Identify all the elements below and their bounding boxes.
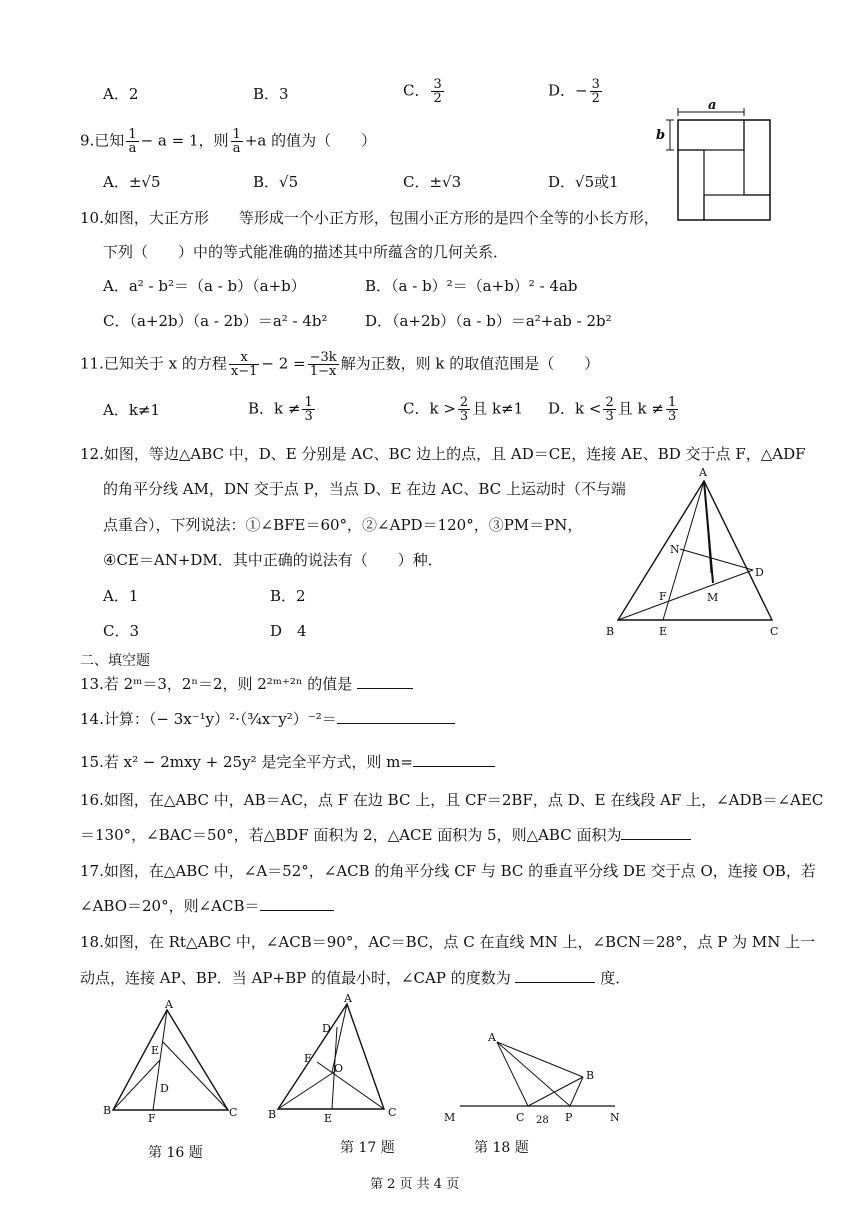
f18-label-angle: 28 xyxy=(536,1115,549,1126)
f16-label-b: B xyxy=(103,1104,112,1117)
q12-label-a: A xyxy=(699,466,707,479)
q17-line2: ∠ABO＝20°，则∠ACB＝ xyxy=(80,896,334,916)
q12-line3: 点重合），下列说法：①∠BFE＝60°，②∠APD＝120°，③PM＝PN， xyxy=(103,516,583,534)
q11-option-c: C．k > $\frac{2}{3}$ 且 k≠1 xyxy=(403,395,524,424)
q18-answer-blank[interactable] xyxy=(515,968,595,983)
q15-answer-blank[interactable] xyxy=(413,752,495,767)
q12-option-d: D 4 xyxy=(270,622,307,640)
q12-label-e: E xyxy=(659,625,668,638)
page-footer: 第 2 页 共 4 页 xyxy=(370,1177,460,1192)
q17-answer-blank[interactable] xyxy=(260,896,334,911)
f18-label-m: M xyxy=(444,1111,456,1124)
q8-option-c: C． $\frac{3}{2}$ xyxy=(403,77,442,106)
q10-figure xyxy=(650,98,775,224)
q9-option-d: D．√5或1 xyxy=(548,173,619,191)
q12-label-d: D xyxy=(755,566,764,579)
q16-line1: 16.如图，在△ABC 中，AB＝AC，点 F 在边 BC 上，且 CF＝2BF，点 D、E 在线段 AF 上，∠ADB＝∠AEC xyxy=(80,791,824,809)
q16-answer-blank[interactable] xyxy=(621,825,691,840)
q12-option-c: C．3 xyxy=(103,622,140,640)
f16-label-e: E xyxy=(151,1044,160,1057)
f17-label-d: D xyxy=(322,1022,331,1035)
f18-label-b: B xyxy=(586,1069,595,1082)
q17-line1: 17.如图，在△ABC 中，∠A＝52°，∠ACB 的角平分线 CF 与 BC 的垂直平分线 DE 交于点 O，连接 OB，若 xyxy=(80,862,816,880)
q14-answer-blank[interactable] xyxy=(337,709,455,724)
f16-label-a: A xyxy=(165,998,173,1011)
f18-label-n: N xyxy=(610,1111,620,1124)
f18-label-p: P xyxy=(565,1111,573,1124)
q10-line1: 10.如图，大正方形 等形成一个小正方形，包围小正方形的是四个全等的小长方形， xyxy=(80,209,659,227)
q18-line1: 18.如图，在 Rt△ABC 中，∠ACB＝90°，AC＝BC，点 C 在直线 MN 上，∠BCN＝28°，点 P 为 MN 上一 xyxy=(80,933,816,951)
q12-figure xyxy=(600,463,790,643)
q10-option-b: B．（a - b）²＝（a+b）² - 4ab xyxy=(365,277,578,295)
f17-label-c: C xyxy=(388,1106,397,1119)
figure-16 xyxy=(95,998,255,1123)
q11-option-b: B．k ≠ $\frac{1}{3}$ xyxy=(248,395,313,424)
q13: 13.若 2ᵐ＝3，2ⁿ＝2，则 2²ᵐ⁺²ⁿ 的值是 xyxy=(80,674,413,694)
f18-label-a: A xyxy=(488,1031,496,1044)
q8-option-a: A．2 xyxy=(103,85,139,103)
q15: 15.若 x² − 2mxy + 25y² 是完全平方式，则 m= xyxy=(80,752,495,772)
figure-17 xyxy=(262,992,412,1127)
q8-option-d: D．− $\frac{3}{2}$ xyxy=(548,77,600,106)
figure-18 xyxy=(440,1025,635,1130)
q12-label-c: C xyxy=(770,625,779,638)
q12-option-a: A．1 xyxy=(103,587,139,605)
q9-stem: 9.已知 $\frac{1}{a}$ − a = 1，则 $\frac{1}{a}$ +a 的值为（ ） xyxy=(80,127,377,156)
q10-line2: 下列（ ）中的等式能准确的描述其中所蕴含的几何关系． xyxy=(103,243,509,261)
q10-option-c: C．（a+2b）（a - 2b）＝a² - 4b² xyxy=(103,312,328,330)
f16-label-c: C xyxy=(229,1106,238,1119)
q11-option-d: D．k < $\frac{2}{3}$ 且 k ≠ $\frac{1}{3}$ xyxy=(548,395,677,424)
q18-line2: 动点，连接 AP、BP．当 AP+BP 的值最小时，∠CAP 的度数为 度． xyxy=(80,969,631,987)
q12-line1: 12.如图，等边△ABC 中，D、E 分别是 AC、BC 边上的点，且 AD＝CE，连接 AE、BD 交于点 F，△ADF xyxy=(80,445,806,463)
q12-line4: ④CE＝AN+DM．其中正确的说法有（ ）种． xyxy=(103,551,443,569)
q12-label-b: B xyxy=(606,625,615,638)
q10-option-a: A．a² - b²＝（a - b）（a+b） xyxy=(103,277,306,295)
f17-label-e: E xyxy=(324,1112,333,1125)
f18-label-c: C xyxy=(516,1111,525,1124)
f17-label-a: A xyxy=(344,992,352,1005)
q8-option-b: B．3 xyxy=(253,85,289,103)
q9-option-a: A．±√5 xyxy=(103,173,161,191)
figure-16-caption: 第 16 题 xyxy=(148,1145,203,1161)
q13-answer-blank[interactable] xyxy=(357,674,413,689)
q12-label-m: M xyxy=(707,591,719,604)
q12-line2: 的角平分线 AM，DN 交于点 P，当点 D、E 在边 AC、BC 上运动时（不与端 xyxy=(103,480,626,498)
f17-label-b: B xyxy=(268,1108,277,1121)
f17-label-f: F xyxy=(304,1052,312,1065)
f17-label-o: O xyxy=(334,1062,344,1075)
f16-label-d: D xyxy=(160,1082,169,1095)
q16-line2: ＝130°，∠BAC＝50°，若△BDF 面积为 2，△ACE 面积为 5，则△ABC 面积为 xyxy=(80,825,691,845)
q10-option-d: D．（a+2b）（a - b）＝a²+ab - 2b² xyxy=(365,312,612,330)
q9-option-b: B．√5 xyxy=(253,173,299,191)
q12-label-f: F xyxy=(659,590,667,603)
section-fill-in: 二、填空题 xyxy=(80,653,150,669)
f16-label-f: F xyxy=(148,1112,156,1123)
q12-label-n: N xyxy=(670,543,680,556)
q11-option-a: A．k≠1 xyxy=(103,401,161,419)
figure-17-caption: 第 17 题 xyxy=(340,1140,395,1156)
q10-label-b: b xyxy=(656,128,666,143)
q9-option-c: C．±√3 xyxy=(403,173,462,191)
q11-stem: 11.已知关于 x 的方程 $\frac{x}{x-1}$ − 2 = $\frac{-3k}{1-x}$ 解为正数，则 k 的取值范围是（ ） xyxy=(80,350,600,379)
figure-18-caption: 第 18 题 xyxy=(474,1140,529,1156)
q14: 14.计算：（− 3x⁻¹y）²·（¾x⁻y²）⁻²＝ xyxy=(80,709,455,729)
q10-label-a: a xyxy=(708,98,717,113)
q12-option-b: B．2 xyxy=(270,587,306,605)
